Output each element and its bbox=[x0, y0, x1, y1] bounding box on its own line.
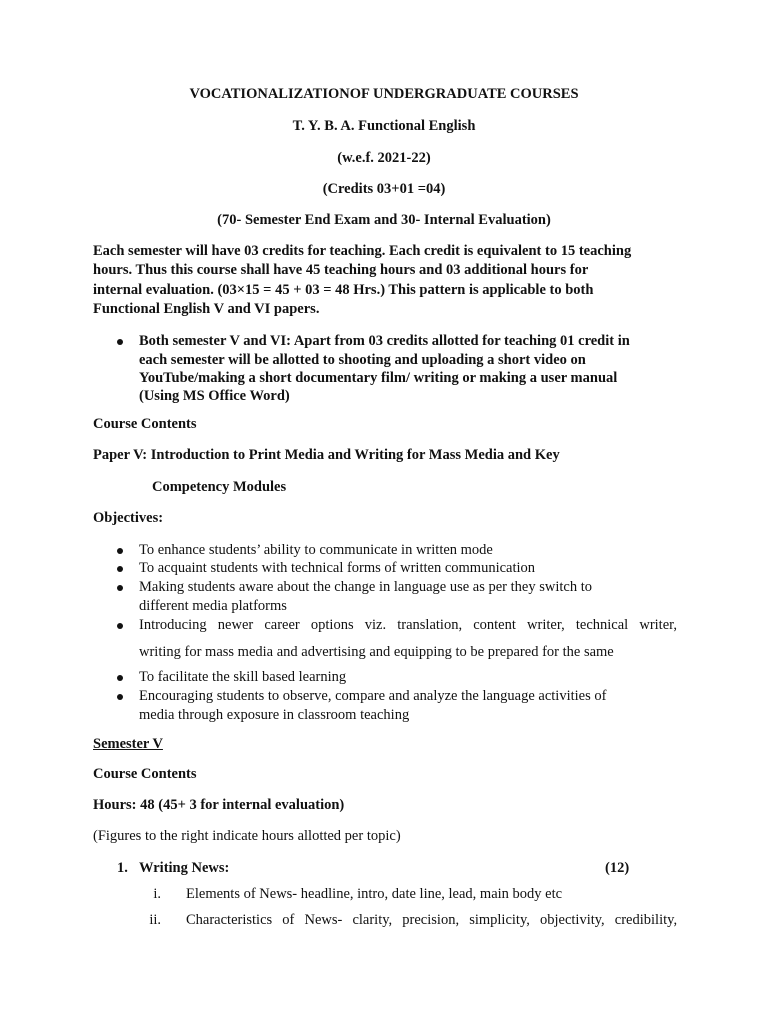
topic-hours: (12) bbox=[605, 860, 630, 876]
paper-title: Paper V: Introduction to Print Media and Writing for Mass Media and Key bbox=[93, 447, 560, 463]
bullet-line: each semester will be allotted to shooting and uploading a short video on bbox=[139, 352, 586, 368]
bullet-line: (Using MS Office Word) bbox=[139, 388, 290, 404]
subtopic-text: Characteristics of News- clarity, precision, simplicity, objectivity, credibility, bbox=[186, 912, 678, 928]
objective-item: To acquaint students with technical forms of written communication bbox=[139, 560, 536, 576]
objective-item: Introducing newer career options viz. translation, content writer, technical writer, bbox=[139, 617, 678, 633]
course-contents-heading: Course Contents bbox=[93, 416, 197, 432]
intro-line: hours. Thus this course shall have 45 teaching hours and 03 additional hours for bbox=[93, 262, 589, 278]
evaluation-line: (70- Semester End Exam and 30- Internal Evaluation) bbox=[217, 212, 551, 228]
objective-item: To enhance students’ ability to communicate in written mode bbox=[139, 542, 493, 558]
intro-line: Each semester will have 03 credits for teaching. Each credit is equivalent to 15 teaching bbox=[93, 243, 632, 259]
objectives-heading: Objectives: bbox=[93, 510, 164, 526]
bullet-icon bbox=[117, 339, 123, 345]
credits-line: (Credits 03+01 =04) bbox=[322, 181, 446, 197]
bullet-icon bbox=[117, 623, 123, 629]
objective-item: To facilitate the skill based learning bbox=[139, 669, 347, 685]
bullet-icon bbox=[117, 694, 123, 700]
intro-line: internal evaluation. (03×15 = 45 + 03 = 48 Hrs.) This pattern is applicable to both bbox=[93, 282, 594, 298]
bullet-line: YouTube/making a short documentary film/ writing or making a user manual bbox=[139, 370, 618, 386]
course-contents-heading-2: Course Contents bbox=[93, 766, 197, 782]
figures-note: (Figures to the right indicate hours allotted per topic) bbox=[93, 828, 401, 844]
objective-item: Making students aware about the change in language use as per they switch to bbox=[139, 579, 592, 595]
intro-line: Functional English V and VI papers. bbox=[93, 301, 320, 317]
document-subtitle: T. Y. B. A. Functional English bbox=[292, 118, 476, 134]
paper-title-continued: Competency Modules bbox=[152, 479, 287, 495]
hours-line: Hours: 48 (45+ 3 for internal evaluation) bbox=[93, 797, 345, 813]
semester-heading: Semester V bbox=[93, 736, 163, 752]
objective-item: Encouraging students to observe, compare and analyze the language activities of bbox=[139, 688, 607, 704]
bullet-icon bbox=[117, 548, 123, 554]
document-title: VOCATIONALIZATIONOF UNDERGRADUATE COURSES bbox=[189, 86, 579, 102]
bullet-icon bbox=[117, 675, 123, 681]
bullet-line: Both semester V and VI: Apart from 03 credits allotted for teaching 01 credit in bbox=[139, 333, 630, 349]
objective-item-continued: media through exposure in classroom teaching bbox=[139, 707, 410, 723]
objective-item-continued: writing for mass media and advertising and equipping to be prepared for the same bbox=[139, 644, 614, 660]
wef-line: (w.e.f. 2021-22) bbox=[337, 150, 431, 166]
topic-number: 1. bbox=[117, 860, 128, 876]
bullet-icon bbox=[117, 566, 123, 572]
subtopic-number: ii. bbox=[149, 912, 161, 928]
bullet-icon bbox=[117, 585, 123, 591]
topic-title: Writing News: bbox=[139, 860, 230, 876]
subtopic-text: Elements of News- headline, intro, date line, lead, main body etc bbox=[186, 886, 563, 902]
objective-item-continued: different media platforms bbox=[139, 598, 287, 614]
subtopic-number: i. bbox=[153, 886, 161, 902]
